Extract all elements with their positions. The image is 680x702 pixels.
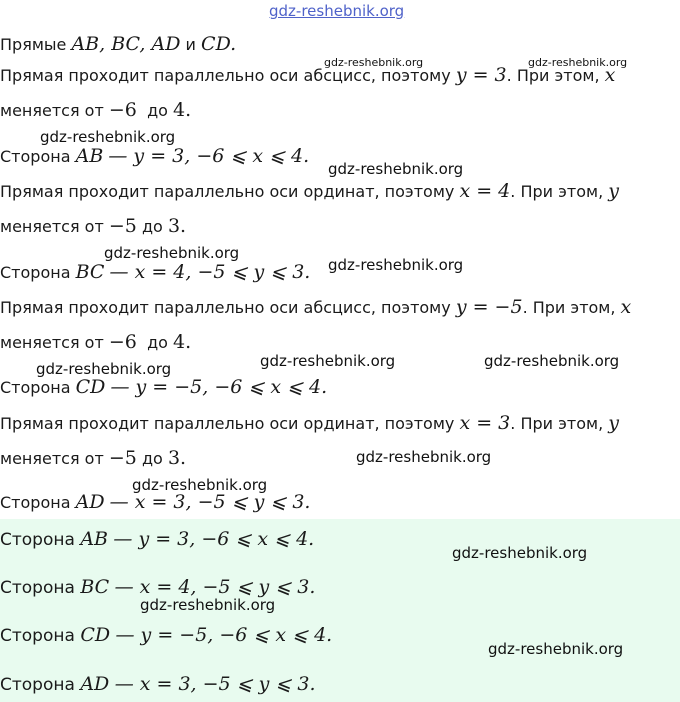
side-eq: — y = 3, −6 ⩽ x ⩽ 4. bbox=[108, 145, 310, 167]
step-text: Прямая проходит параллельно оси абсцисс, поэтому bbox=[0, 66, 451, 85]
range-to: 3. bbox=[167, 447, 187, 469]
answer-label: Сторона bbox=[0, 578, 75, 598]
side-label: Сторона bbox=[0, 147, 71, 166]
range-prefix: меняется от bbox=[0, 101, 104, 120]
step-3-side bbox=[0, 376, 327, 399]
watermark: gdz-reshebnik.org bbox=[328, 160, 464, 178]
watermark: gdz-reshebnik.org bbox=[528, 56, 628, 69]
watermark: gdz-reshebnik.org bbox=[328, 256, 464, 274]
step-text: Прямая проходит параллельно оси ординат, поэтому bbox=[0, 414, 455, 433]
range-from: −6 bbox=[108, 331, 137, 353]
range-to: 4. bbox=[173, 99, 192, 121]
answer-ad bbox=[0, 673, 315, 696]
range-to: 4. bbox=[173, 331, 192, 353]
range-prefix: меняется от bbox=[0, 217, 104, 236]
step-4-line-1 bbox=[0, 412, 619, 435]
side-eq: — x = 3, −5 ⩽ y ⩽ 3. bbox=[109, 491, 311, 513]
range-from: −6 bbox=[108, 99, 137, 121]
answer-ab bbox=[0, 528, 314, 551]
answer-label: Сторона bbox=[0, 675, 75, 695]
range-to-word: до bbox=[147, 101, 168, 120]
range-to-word: до bbox=[147, 333, 168, 352]
side-label: Сторона bbox=[0, 378, 71, 397]
answer-eq: — y = 3, −6 ⩽ x ⩽ 4. bbox=[113, 528, 315, 550]
watermark: gdz-reshebnik.org bbox=[452, 544, 588, 562]
watermark: gdz-reshebnik.org bbox=[488, 640, 624, 658]
range-to: 3. bbox=[167, 215, 187, 237]
step-1-side bbox=[0, 145, 309, 168]
watermark: gdz-reshebnik.org bbox=[484, 352, 620, 370]
answer-label: Сторона bbox=[0, 530, 75, 550]
step-eq: x = 4 bbox=[459, 180, 511, 202]
step-tail: . При этом, bbox=[506, 66, 600, 85]
watermark: gdz-reshebnik.org bbox=[40, 128, 176, 146]
answer-side: CD bbox=[80, 624, 111, 646]
answer-cd bbox=[0, 624, 332, 647]
range-from: −5 bbox=[108, 215, 137, 237]
step-eq: y = −5 bbox=[455, 296, 523, 318]
step-var: y bbox=[608, 180, 619, 202]
intro-prefix: Прямые bbox=[0, 35, 67, 54]
side-name: CD bbox=[75, 376, 106, 398]
step-2-side bbox=[0, 261, 310, 284]
step-4-side bbox=[0, 491, 310, 514]
range-prefix: меняется от bbox=[0, 449, 104, 468]
step-eq: y = 3 bbox=[455, 64, 507, 86]
watermark: gdz-reshebnik.org bbox=[140, 596, 276, 614]
range-prefix: меняется от bbox=[0, 333, 104, 352]
step-var: x bbox=[604, 64, 616, 86]
step-2-line-1 bbox=[0, 180, 619, 203]
step-tail: . При этом, bbox=[510, 182, 604, 201]
step-text: Прямая проходит параллельно оси ординат, поэтому bbox=[0, 182, 455, 201]
answer-eq: — x = 4, −5 ⩽ y ⩽ 3. bbox=[114, 576, 316, 598]
range-to-word: до bbox=[141, 217, 163, 236]
side-name: AD bbox=[75, 491, 105, 513]
watermark: gdz-reshebnik.org bbox=[260, 352, 396, 370]
watermark: gdz-reshebnik.org bbox=[132, 476, 268, 494]
step-1-line-1 bbox=[0, 64, 615, 87]
step-3-line-2 bbox=[0, 331, 191, 354]
answer-eq: — x = 3, −5 ⩽ y ⩽ 3. bbox=[114, 673, 316, 695]
step-tail: . При этом, bbox=[522, 298, 616, 317]
watermark: gdz-reshebnik.org bbox=[36, 360, 172, 378]
side-name: BC bbox=[75, 261, 105, 283]
intro-line bbox=[0, 33, 236, 56]
answer-eq: — y = −5, −6 ⩽ x ⩽ 4. bbox=[115, 624, 333, 646]
step-3-line-1 bbox=[0, 296, 631, 319]
side-label: Сторона bbox=[0, 493, 71, 512]
answer-side: AD bbox=[80, 673, 110, 695]
intro-conj: и bbox=[185, 35, 196, 54]
step-4-line-2 bbox=[0, 447, 186, 470]
side-eq: — x = 4, −5 ⩽ y ⩽ 3. bbox=[109, 261, 311, 283]
step-1-line-2 bbox=[0, 99, 191, 122]
side-eq: — y = −5, −6 ⩽ x ⩽ 4. bbox=[110, 376, 328, 398]
step-var: x bbox=[620, 296, 632, 318]
range-from: −5 bbox=[108, 447, 137, 469]
side-name: AB bbox=[75, 145, 104, 167]
watermark: gdz-reshebnik.org bbox=[104, 244, 240, 262]
watermark: gdz-reshebnik.org bbox=[324, 56, 424, 69]
answer-side: AB bbox=[80, 528, 108, 550]
intro-lines: AB, BC, AD bbox=[71, 33, 181, 55]
watermark: gdz-reshebnik.org bbox=[356, 448, 492, 466]
step-tail: . При этом, bbox=[510, 414, 604, 433]
step-text: Прямая проходит параллельно оси абсцисс, поэтому bbox=[0, 298, 451, 317]
step-var: y bbox=[608, 412, 619, 434]
step-eq: x = 3 bbox=[459, 412, 511, 434]
answer-label: Сторона bbox=[0, 626, 75, 646]
header-watermark[interactable]: gdz-reshebnik.org bbox=[269, 2, 405, 20]
side-label: Сторона bbox=[0, 263, 71, 282]
answer-side: BC bbox=[80, 576, 110, 598]
intro-last: CD. bbox=[201, 33, 237, 55]
step-2-line-2 bbox=[0, 215, 186, 238]
range-to-word: до bbox=[141, 449, 163, 468]
